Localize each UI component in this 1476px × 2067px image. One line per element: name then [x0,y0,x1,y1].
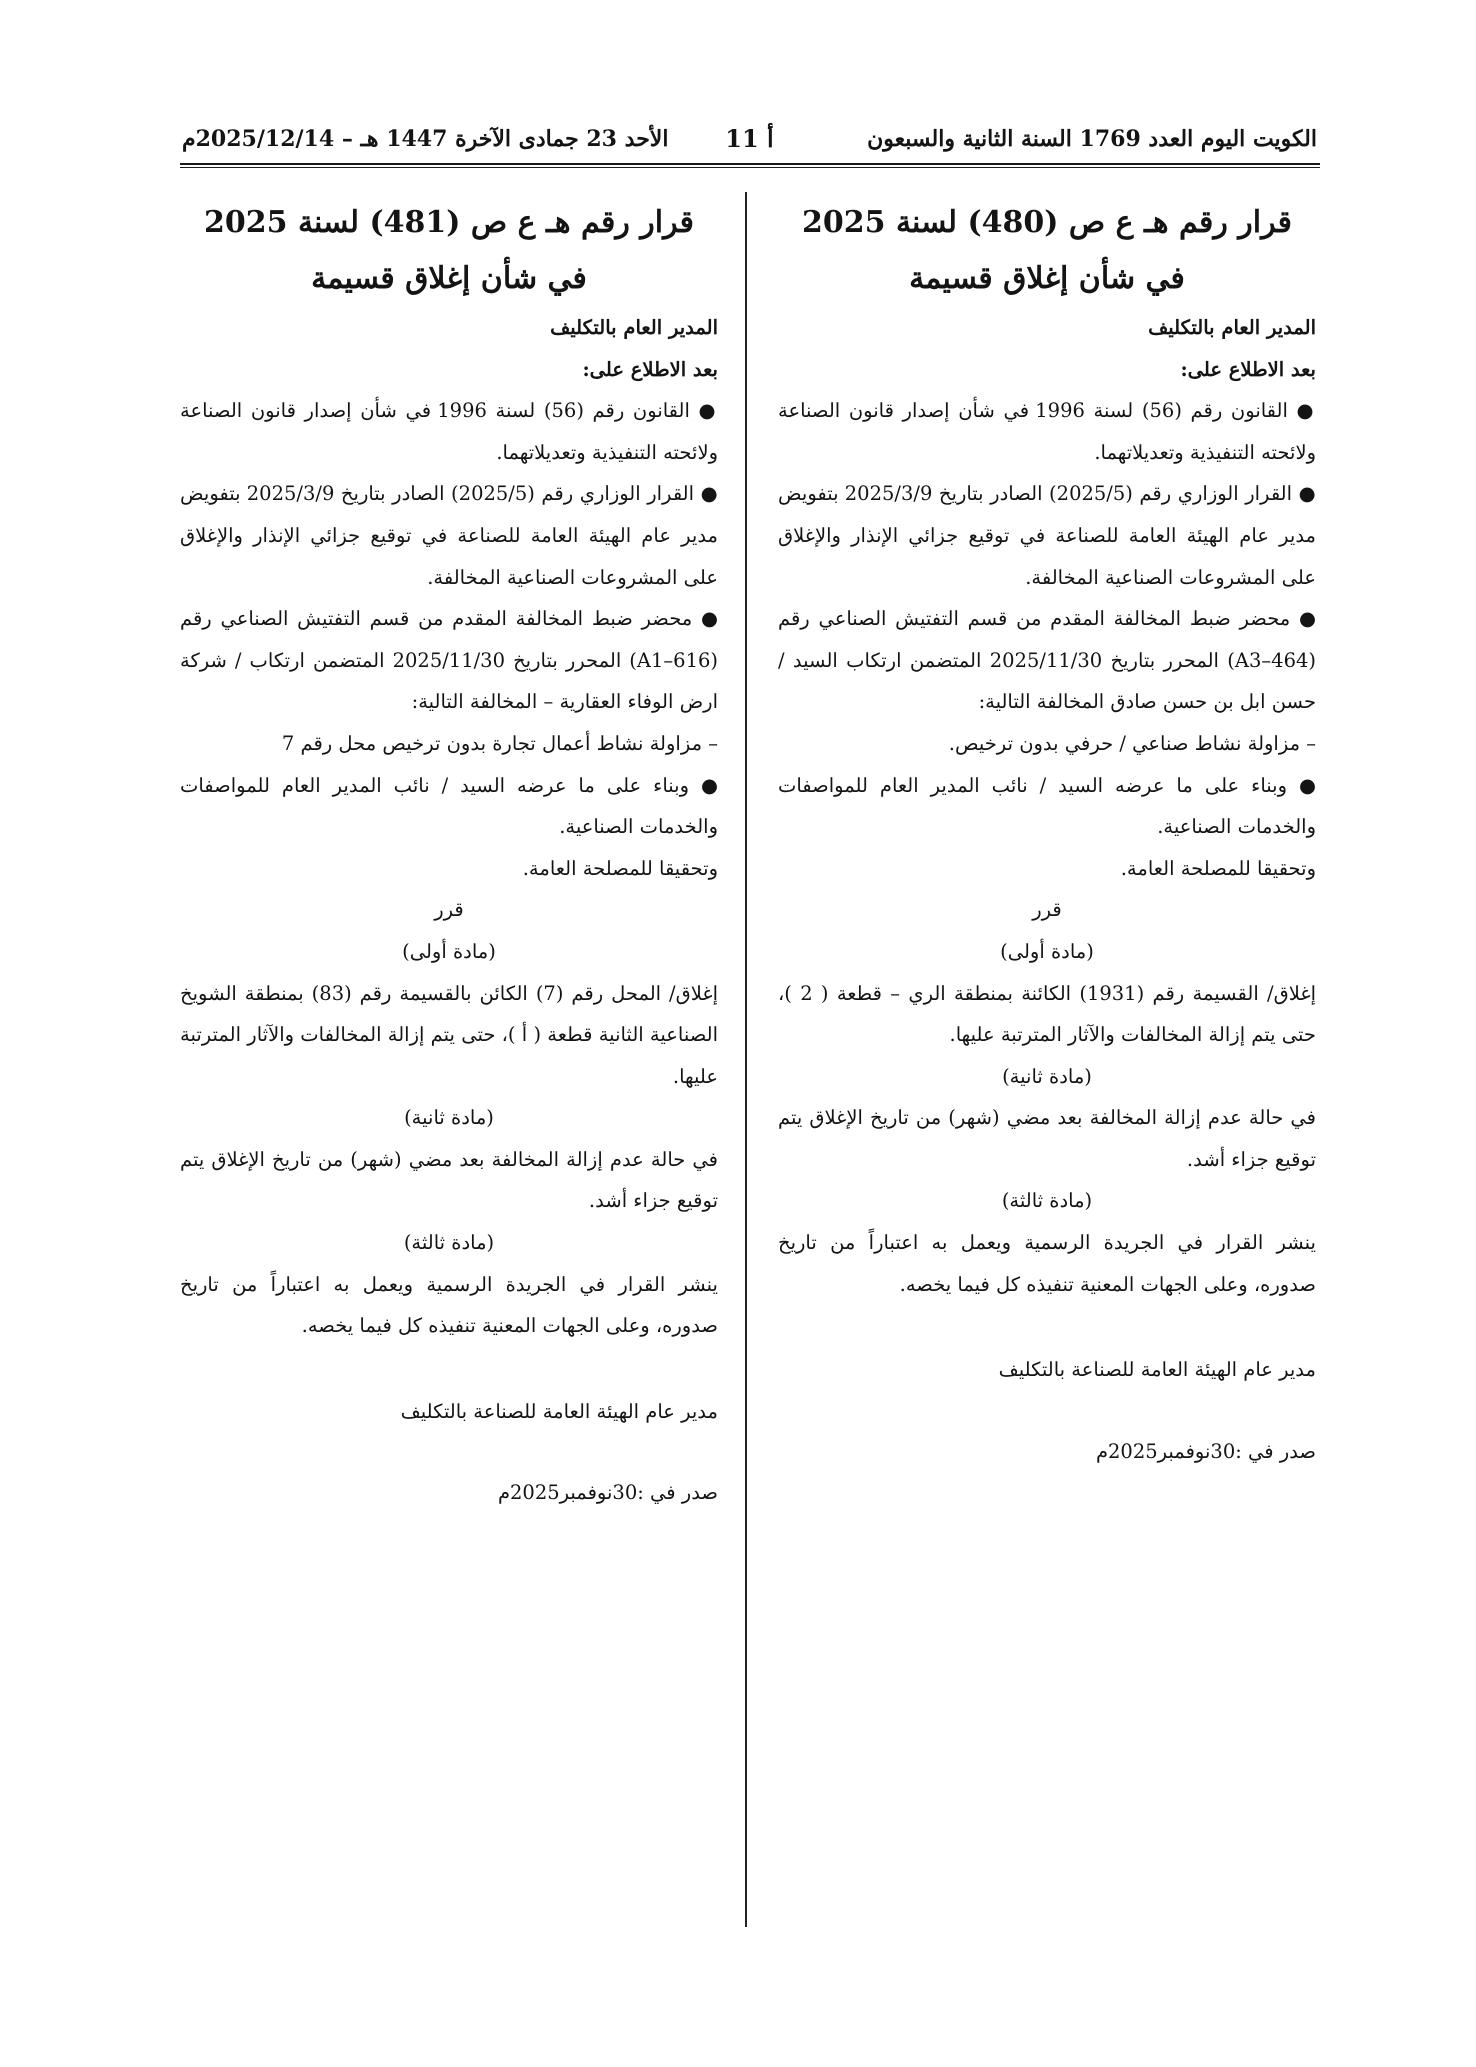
decision-481-issued-date: صدر في :30نوفمبر2025م [497,1481,718,1505]
decision-481-signature: مدير عام الهيئة العامة للصناعة بالتكليف [400,1399,718,1423]
decision-480-decided: قرر [1032,898,1062,922]
decision-481-public-interest: وتحقيقا للمصلحة العامة. [522,856,718,880]
decision-481-article2: في حالة عدم إزالة المخالفة بعد مضي (شهر) من تاريخ الإغلاق يتم توقيع جزاء أشد. [180,1147,718,1213]
decision-480-ministerial-reference: ● القرار الوزاري رقم (2025/5) الصادر بتاريخ 2025/3/9 بتفويض مدير عام الهيئة العامة للصناعة في توقيع جزائي الإنذار والإغلاق على المشروعات الصناعية المخالفة. [778,482,1316,589]
decision-480-title: قرار رقم هـ ع ص (480) لسنة 2025 [802,205,1292,240]
decision-481-article2-title: (مادة ثانية) [404,1106,494,1130]
decision-480-article1-title: (مادة أولى) [1000,939,1094,963]
decision-480-column [778,195,1316,1472]
decision-480-signature: مدير عام الهيئة العامة للصناعة بالتكليف [998,1358,1316,1382]
decision-480-article2: في حالة عدم إزالة المخالفة بعد مضي (شهر) من تاريخ الإغلاق يتم توقيع جزاء أشد. [778,1106,1316,1171]
decision-481-article1: إغلاق/ المحل رقم (7) الكائن بالقسيمة رقم (83) بمنطقة الشويخ الصناعية الثانية قطعة ( أ )، حتى يتم إزالة المخالفات والآثار المترتبة عليها. [180,981,718,1088]
decision-481-article3-title: (مادة ثالثة) [403,1231,495,1255]
decision-480-article2-title: (مادة ثانية) [1002,1064,1092,1088]
decision-480-violation: – مزاولة نشاط صناعي / حرفي بدون ترخيص. [948,731,1316,755]
decision-480-article3-title: (مادة ثالثة) [1001,1189,1093,1213]
decision-480-violation-report: ● محضر ضبط المخالفة المقدم من قسم التفتيش الصناعي رقم (A3–464) المحرر بتاريخ 2025/11/30 المتضمن ارتكاب السيد / حسن ابل بن حسن صادق المخالفة التالية: [778,607,1316,714]
decision-480-after-review: بعد الاطلاع على: [1180,357,1316,381]
decision-481-issuer: المدير العام بالتكليف [550,316,718,339]
decision-481-decided: قرر [434,898,464,922]
column-divider [745,192,747,1927]
header-date: الأحد 23 جمادى الآخرة 1447 هـ – 2025/12/14م [182,126,669,152]
decision-480-public-interest: وتحقيقا للمصلحة العامة. [1120,856,1316,880]
header-page-number: أ 11 [725,124,774,153]
decision-480-issued-date: صدر في :30نوفمبر2025م [1095,1439,1316,1463]
decision-481-subtitle: في شأن إغلاق قسيمة [311,261,587,296]
decision-480-issuer: المدير العام بالتكليف [1148,316,1316,339]
decision-481-title: قرار رقم هـ ع ص (481) لسنة 2025 [204,205,694,240]
decision-481-column [180,195,718,1514]
decision-481-ministerial-reference: ● القرار الوزاري رقم (2025/5) الصادر بتاريخ 2025/3/9 بتفويض مدير عام الهيئة العامة للصناعة في توقيع جزائي الإنذار والإغلاق على المشروعات الصناعية المخالفة. [180,482,718,589]
decision-481-violation: – مزاولة نشاط أعمال تجارة بدون ترخيص محل رقم 7 [281,731,718,755]
decision-480-law-reference: ● القانون رقم (56) لسنة 1996 في شأن إصدار قانون الصناعة ولائحته التنفيذية وتعديلاتهما. [778,399,1317,464]
page-header [182,118,1317,158]
decision-481-after-review: بعد الاطلاع على: [582,357,718,381]
decision-481-violation-report: ● محضر ضبط المخالفة المقدم من قسم التفتيش الصناعي رقم (A1–616) المحرر بتاريخ 2025/11/30 المتضمن ارتكاب / شركة ارض الوفاء العقارية – المخالفة التالية: [180,607,718,714]
decision-481-law-reference: ● القانون رقم (56) لسنة 1996 في شأن إصدار قانون الصناعة ولائحته التنفيذية وتعديلاتهما. [180,399,719,464]
decision-480-article3: ينشر القرار في الجريدة الرسمية ويعمل به اعتباراً من تاريخ صدوره، وعلى الجهات المعنية تنفيذه كل فيما يخصه. [778,1231,1316,1296]
decision-480-article1: إغلاق/ القسيمة رقم (1931) الكائنة بمنطقة الري – قطعة ( 2 )، حتى يتم إزالة المخالفات والآثار المترتبة عليها. [778,981,1316,1047]
decision-480-subtitle: في شأن إغلاق قسيمة [909,261,1185,296]
decision-480-presentation: ● وبناء على ما عرضه السيد / نائب المدير العام للمواصفات والخدمات الصناعية. [778,773,1316,839]
header-rule [180,163,1320,168]
decision-481-article3: ينشر القرار في الجريدة الرسمية ويعمل به اعتباراً من تاريخ صدوره، وعلى الجهات المعنية تنفيذه كل فيما يخصه. [180,1272,718,1338]
header-issue: الكويت اليوم العدد 1769 السنة الثانية والسبعون [867,126,1317,152]
decision-481-article1-title: (مادة أولى) [402,939,496,963]
decision-481-presentation: ● وبناء على ما عرضه السيد / نائب المدير العام للمواصفات والخدمات الصناعية. [180,773,718,839]
